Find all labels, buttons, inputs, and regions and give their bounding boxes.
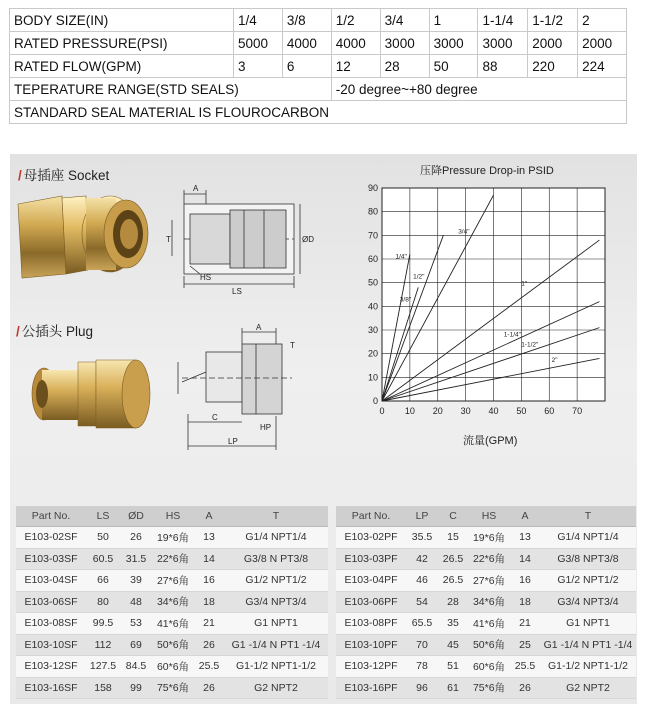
table-row <box>336 613 636 635</box>
table-row <box>336 548 636 570</box>
chart-x-axis-label: 流量(GPM) <box>463 435 518 447</box>
table-cell: 158 <box>86 677 120 699</box>
table-cell: E103-12PF <box>336 656 406 678</box>
chart-title: 压降Pressure Drop-in PSID <box>420 165 554 177</box>
spec-cell: 28 <box>380 55 429 78</box>
spec-note: STANDARD SEAL MATERIAL IS FLOUROCARBON <box>10 101 627 124</box>
series-label: 3/8" <box>399 296 412 304</box>
table-cell: 70 <box>406 634 438 656</box>
table-cell: G1 -1/4 N PT1 -1/4 <box>224 634 328 656</box>
table-cell: 41*6角 <box>152 613 194 635</box>
column-header: C <box>438 506 468 527</box>
table-cell: 16 <box>194 570 224 592</box>
series-label: 2" <box>551 357 558 365</box>
y-tick-label: 50 <box>367 277 378 288</box>
column-header: T <box>224 506 328 527</box>
table-row <box>336 527 636 549</box>
y-tick-label: 60 <box>367 254 378 264</box>
y-tick-label: 80 <box>367 206 378 217</box>
series-label: 3/4" <box>458 228 470 236</box>
plug-parts-table <box>336 506 636 699</box>
table-cell: 48 <box>120 591 152 613</box>
table-cell: 25 <box>510 634 540 656</box>
table-cell: 60*6角 <box>468 656 510 678</box>
table-cell: 53 <box>120 613 152 635</box>
table-cell: 18 <box>510 591 540 613</box>
column-header: LS <box>86 506 120 527</box>
table-cell: 127.5 <box>86 656 120 678</box>
spec-cell: 3/8 <box>282 9 331 32</box>
spec-cell: 6 <box>282 55 331 78</box>
x-tick-label: 40 <box>488 406 499 416</box>
spec-cell: 3000 <box>380 32 429 55</box>
table-row <box>16 634 328 656</box>
spec-row-temperature <box>10 78 627 101</box>
spec-row-body-size <box>10 9 627 32</box>
table-cell: 96 <box>406 677 438 699</box>
dim-label-od: ØD <box>302 235 314 244</box>
table-cell: 35.5 <box>406 527 438 549</box>
dim-label-hp: HP <box>260 423 272 432</box>
table-header-row <box>16 506 328 527</box>
table-cell: 42 <box>406 548 438 570</box>
table-cell: G3/8 N PT3/8 <box>224 548 328 570</box>
table-cell: 61 <box>438 677 468 699</box>
spec-cell: 1 <box>429 9 478 32</box>
table-cell: E103-08PF <box>336 613 406 635</box>
table-cell: E103-16PF <box>336 677 406 699</box>
table-cell: G1 -1/4 N PT1 -1/4 <box>540 634 636 656</box>
table-row <box>336 677 636 699</box>
spec-cell: 1-1/4 <box>478 9 528 32</box>
table-row <box>336 634 636 656</box>
column-header: HS <box>468 506 510 527</box>
plug-drawing <box>172 322 302 454</box>
table-cell: 66 <box>86 570 120 592</box>
table-cell: E103-03PF <box>336 548 406 570</box>
table-cell: 15 <box>438 527 468 549</box>
spec-cell: 12 <box>331 55 380 78</box>
table-cell: E103-06PF <box>336 591 406 613</box>
table-cell: 45 <box>438 634 468 656</box>
table-cell: E103-02SF <box>16 527 86 549</box>
x-tick-label: 60 <box>544 406 555 416</box>
table-row <box>336 656 636 678</box>
spec-label: RATED FLOW(GPM) <box>10 55 234 78</box>
column-header: A <box>194 506 224 527</box>
socket-photo <box>14 182 154 294</box>
table-cell: 16 <box>510 570 540 592</box>
table-cell: G2 NPT2 <box>540 677 636 699</box>
x-tick-label: 20 <box>432 406 443 416</box>
y-tick-label: 30 <box>367 325 378 335</box>
spec-cell: 1-1/2 <box>528 9 578 32</box>
table-cell: G3/8 NPT3/8 <box>540 548 636 570</box>
spec-cell: 2000 <box>528 32 578 55</box>
table-cell: G1 NPT1 <box>540 613 636 635</box>
table-row <box>16 548 328 570</box>
slash-marker-icon: / <box>16 324 20 339</box>
plug-photo <box>28 348 158 440</box>
column-header: T <box>540 506 636 527</box>
x-tick-label: 30 <box>460 406 471 416</box>
spec-cell: 50 <box>429 55 478 78</box>
table-cell: G1-1/2 NPT1-1/2 <box>540 656 636 678</box>
spec-row-rated-pressure <box>10 32 627 55</box>
table-cell: 18 <box>194 591 224 613</box>
spec-cell: 3/4 <box>380 9 429 32</box>
table-cell: 75*6角 <box>152 677 194 699</box>
socket-title <box>18 164 109 184</box>
table-cell: 50*6角 <box>468 634 510 656</box>
x-tick-label: 0 <box>379 406 385 416</box>
column-header: Part No. <box>336 506 406 527</box>
table-row <box>16 656 328 678</box>
y-tick-label: 20 <box>367 348 378 359</box>
y-tick-label: 10 <box>367 372 378 383</box>
dim-label-ls: LS <box>232 287 242 296</box>
table-cell: 26.5 <box>438 548 468 570</box>
spec-cell: 3000 <box>429 32 478 55</box>
table-cell: 65.5 <box>406 613 438 635</box>
table-cell: 26 <box>120 527 152 549</box>
dim-label-t: T <box>166 235 171 244</box>
table-row <box>336 591 636 613</box>
table-cell: 50*6角 <box>152 634 194 656</box>
x-tick-label: 50 <box>516 406 527 416</box>
y-tick-label: 0 <box>372 396 378 406</box>
table-row <box>16 677 328 699</box>
socket-drawing <box>164 184 314 300</box>
pressure-drop-chart <box>360 178 622 430</box>
spec-cell: 2 <box>578 9 627 32</box>
dim-label-lp: LP <box>228 437 238 446</box>
plug-title-text: 公插头 Plug <box>21 324 94 339</box>
spec-cell: 224 <box>578 55 627 78</box>
y-tick-label: 90 <box>367 183 378 193</box>
table-cell: 50 <box>86 527 120 549</box>
dim-label-a: A <box>256 323 262 332</box>
table-cell: E103-06SF <box>16 591 86 613</box>
x-tick-label: 70 <box>572 406 583 416</box>
table-cell: 99.5 <box>86 613 120 635</box>
table-cell: 13 <box>510 527 540 549</box>
spec-cell: 220 <box>528 55 578 78</box>
table-cell: G1-1/2 NPT1-1/2 <box>224 656 328 678</box>
table-cell: 69 <box>120 634 152 656</box>
table-cell: 31.5 <box>120 548 152 570</box>
table-cell: 39 <box>120 570 152 592</box>
table-cell: 25.5 <box>510 656 540 678</box>
spec-row-rated-flow <box>10 55 627 78</box>
dim-label-hs: HS <box>200 273 212 282</box>
table-cell: 13 <box>194 527 224 549</box>
column-header: ØD <box>120 506 152 527</box>
slash-marker-icon: / <box>18 168 22 183</box>
table-cell: 14 <box>510 548 540 570</box>
table-cell: G1/2 NPT1/2 <box>224 570 328 592</box>
table-cell: 41*6角 <box>468 613 510 635</box>
spec-cell: -20 degree~+80 degree <box>331 78 626 101</box>
spec-label: BODY SIZE(IN) <box>10 9 234 32</box>
table-cell: G1/4 NPT1/4 <box>224 527 328 549</box>
table-cell: 14 <box>194 548 224 570</box>
socket-parts-table <box>16 506 328 699</box>
table-row <box>16 591 328 613</box>
table-cell: 19*6角 <box>152 527 194 549</box>
table-row <box>16 613 328 635</box>
table-cell: E103-02PF <box>336 527 406 549</box>
table-cell: 21 <box>510 613 540 635</box>
spec-cell: 1/4 <box>234 9 283 32</box>
table-header-row <box>336 506 636 527</box>
table-cell: 84.5 <box>120 656 152 678</box>
table-cell: G3/4 NPT3/4 <box>540 591 636 613</box>
table-cell: 78 <box>406 656 438 678</box>
spec-cell: 1/2 <box>331 9 380 32</box>
table-cell: G1/4 NPT1/4 <box>540 527 636 549</box>
plug-title <box>16 320 93 340</box>
table-cell: E103-10PF <box>336 634 406 656</box>
table-cell: 51 <box>438 656 468 678</box>
series-label: 1-1/2" <box>521 341 539 349</box>
table-cell: G3/4 NPT3/4 <box>224 591 328 613</box>
spec-cell: 4000 <box>282 32 331 55</box>
series-label: 1/4" <box>395 253 407 261</box>
table-cell: 26 <box>194 634 224 656</box>
table-row <box>16 570 328 592</box>
y-tick-label: 70 <box>367 230 378 241</box>
spec-cell: 3 <box>234 55 283 78</box>
table-cell: 25.5 <box>194 656 224 678</box>
table-cell: 27*6角 <box>152 570 194 592</box>
dim-label-c: C <box>212 413 218 422</box>
spec-cell: 2000 <box>578 32 627 55</box>
spec-cell: 3000 <box>478 32 528 55</box>
table-cell: 26 <box>194 677 224 699</box>
table-cell: 46 <box>406 570 438 592</box>
table-cell: 75*6角 <box>468 677 510 699</box>
series-label: 1" <box>521 280 528 288</box>
column-header: Part No. <box>16 506 86 527</box>
spec-row-seal <box>10 101 627 124</box>
table-cell: 99 <box>120 677 152 699</box>
table-cell: 34*6角 <box>468 591 510 613</box>
column-header: LP <box>406 506 438 527</box>
table-cell: 60.5 <box>86 548 120 570</box>
table-cell: 54 <box>406 591 438 613</box>
table-cell: 21 <box>194 613 224 635</box>
spec-label: RATED PRESSURE(PSI) <box>10 32 234 55</box>
table-cell: 26 <box>510 677 540 699</box>
series-label: 1/2" <box>413 273 425 281</box>
column-header: HS <box>152 506 194 527</box>
table-cell: 22*6角 <box>152 548 194 570</box>
table-row <box>16 527 328 549</box>
table-cell: 60*6角 <box>152 656 194 678</box>
table-cell: E103-03SF <box>16 548 86 570</box>
table-cell: 35 <box>438 613 468 635</box>
table-cell: E103-10SF <box>16 634 86 656</box>
table-cell: 34*6角 <box>152 591 194 613</box>
table-cell: 28 <box>438 591 468 613</box>
table-cell: G2 NPT2 <box>224 677 328 699</box>
table-cell: G1 NPT1 <box>224 613 328 635</box>
spec-cell: 4000 <box>331 32 380 55</box>
table-cell: E103-12SF <box>16 656 86 678</box>
table-cell: E103-04PF <box>336 570 406 592</box>
spec-cell: 88 <box>478 55 528 78</box>
table-cell: 26.5 <box>438 570 468 592</box>
series-label: 1-1/4" <box>503 331 521 339</box>
table-cell: 22*6角 <box>468 548 510 570</box>
table-cell: E103-08SF <box>16 613 86 635</box>
spec-cell: 5000 <box>234 32 283 55</box>
dim-label-t: T <box>290 341 295 350</box>
y-tick-label: 40 <box>367 301 378 312</box>
dim-label-a: A <box>193 184 199 193</box>
table-cell: 27*6角 <box>468 570 510 592</box>
table-cell: 112 <box>86 634 120 656</box>
table-cell: 80 <box>86 591 120 613</box>
table-row <box>336 570 636 592</box>
table-cell: E103-04SF <box>16 570 86 592</box>
socket-title-text: 母插座 Socket <box>23 168 110 183</box>
x-tick-label: 10 <box>404 406 415 416</box>
table-cell: G1/2 NPT1/2 <box>540 570 636 592</box>
table-cell: 19*6角 <box>468 527 510 549</box>
spec-label: TEPERATURE RANGE(STD SEALS) <box>10 78 332 101</box>
column-header: A <box>510 506 540 527</box>
table-cell: E103-16SF <box>16 677 86 699</box>
spec-table <box>9 8 627 124</box>
